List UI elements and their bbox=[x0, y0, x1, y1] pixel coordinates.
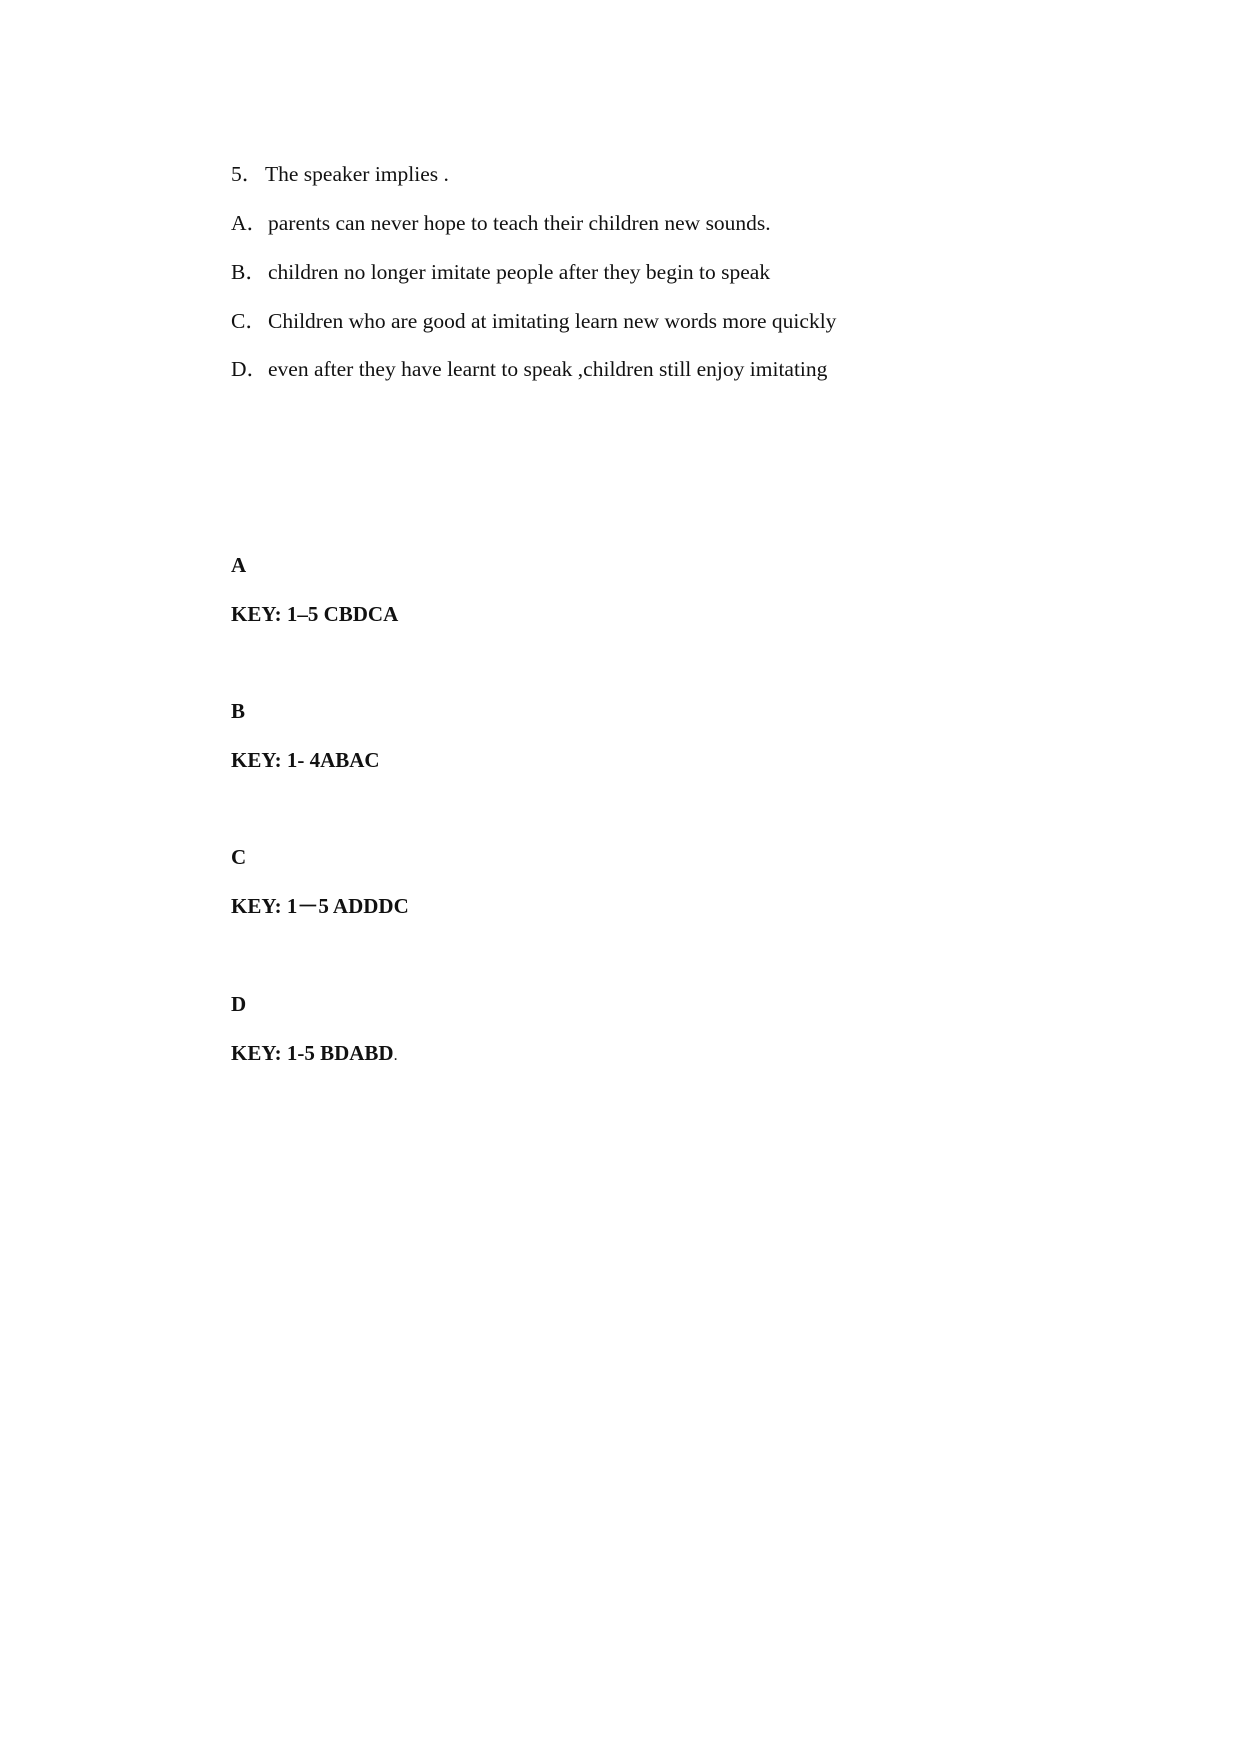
option-c bbox=[231, 307, 836, 335]
option-a bbox=[231, 209, 771, 237]
option-letter: A． bbox=[231, 211, 269, 235]
answer-key-a: KEY: 1–5 CBDCA bbox=[231, 602, 399, 626]
answer-key-d bbox=[231, 1039, 398, 1070]
option-letter: D． bbox=[231, 357, 269, 381]
answer-key-d-suffix: . bbox=[393, 1047, 398, 1064]
section-heading-a: A bbox=[231, 553, 247, 577]
option-text: parents can never hope to teach their children new sounds. bbox=[268, 211, 771, 235]
option-text: even after they have learnt to speak ,children still enjoy imitating bbox=[268, 357, 828, 381]
question-number: 5． bbox=[231, 162, 264, 186]
option-text: Children who are good at imitating learn new words more quickly bbox=[268, 309, 837, 333]
answer-key-d-text: KEY: 1-5 BDABD bbox=[231, 1041, 394, 1065]
question-text: The speaker implies . bbox=[265, 162, 449, 186]
section-heading-c: C bbox=[231, 845, 247, 869]
section-heading-d: D bbox=[231, 992, 247, 1016]
option-letter: C． bbox=[231, 309, 267, 333]
option-text: children no longer imitate people after they begin to speak bbox=[268, 260, 771, 284]
answer-key-b: KEY: 1- 4ABAC bbox=[231, 748, 380, 772]
option-b bbox=[231, 258, 770, 286]
answer-key-c: KEY: 1－5 ADDDC bbox=[231, 894, 409, 918]
option-d bbox=[231, 355, 827, 383]
question-5 bbox=[231, 160, 449, 188]
option-letter: B． bbox=[231, 260, 267, 284]
section-heading-b: B bbox=[231, 699, 246, 723]
